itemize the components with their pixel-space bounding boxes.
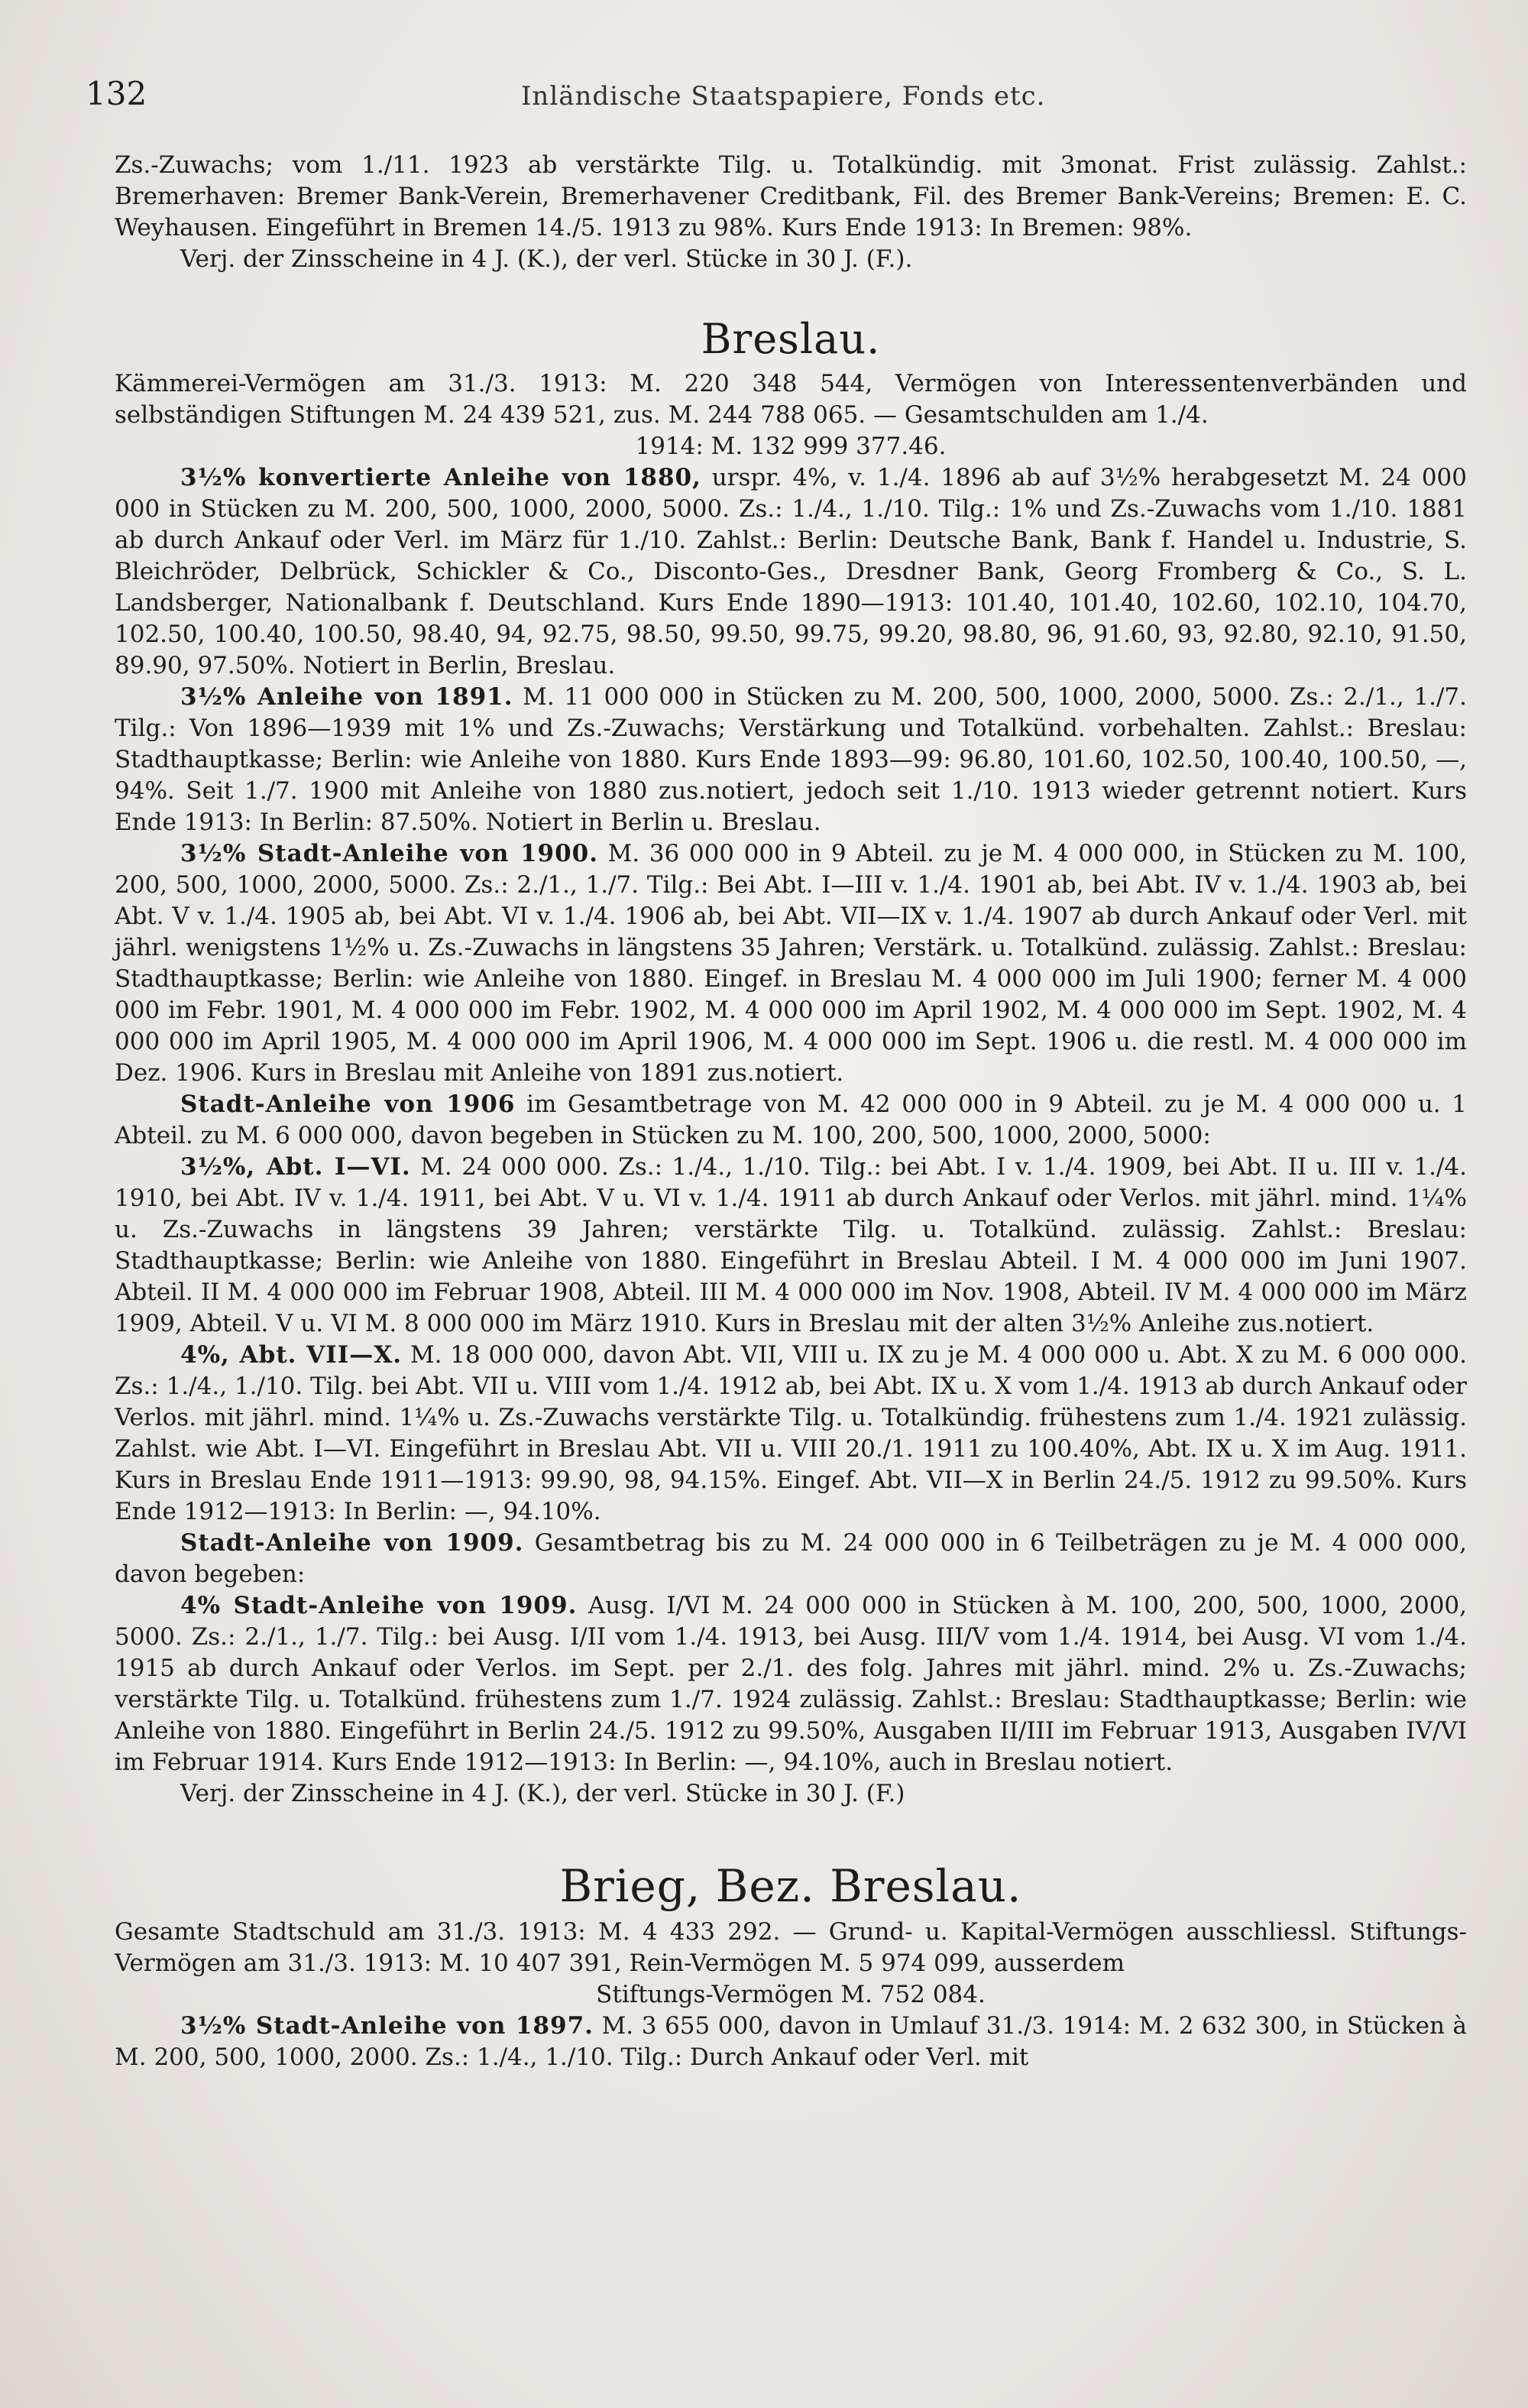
loan-1909-4pct-lead: 4% Stadt-Anleihe von 1909. (180, 1592, 578, 1619)
loan-entry-abt-i-vi (115, 1152, 1467, 1340)
loan-1900-lead: 3½% Stadt-Anleihe von 1900. (180, 840, 599, 867)
abt-i-vi-lead: 3½%, Abt. I—VI. (180, 1153, 411, 1181)
page-header (86, 75, 1461, 128)
loan-1891-lead: 3½% Anleihe von 1891. (180, 683, 513, 711)
section-title-brieg: Brieg, Bez. Breslau. (559, 1860, 1022, 1912)
loan-entry-1909-4pct (115, 1590, 1467, 1778)
loan-1891-text: M. 11 000 000 in Stücken zu M. 200, 500, 1000, 2000, 5000. Zs.: 2./1., 1./7. Tilg.: Von 1896—1939 mit 1% und Zs.-Zuwachs; Verstärkung und Totalkünd. vorbehalten. Zahlst.: Breslau: Stadthauptkasse; Berlin: wie Anleihe von 1880. Kurs Ende 1893—99: 96.80, 101.60, 102.50, 100.40, 100.50, —, 94%. Seit 1./7. 1900 mit Anleihe von 1880 zus.notiert, jedoch seit 1./10. 1913 wieder getrennt notiert. Kurs Ende 1913: In Berlin: 87.50%. Notiert in Berlin u. Breslau. (115, 683, 1467, 836)
loan-entry-brieg-1897 (115, 2011, 1467, 2073)
loan-1880-lead: 3½% konvertierte Anleihe von 1880, (180, 464, 701, 491)
loan-1906-text: im Gesamtbetrage von M. 42 000 000 in 9 Abteil. zu je M. 4 000 000 u. 1 Abteil. zu M. 6 000 000, davon begeben in Stücken zu M. 100, 200, 500, 1000, 2000, 5000: (115, 1091, 1468, 1149)
page-number: 132 (86, 75, 147, 112)
loan-1909-lead: Stadt-Anleihe von 1909. (180, 1529, 524, 1557)
running-head: Inländische Staatspapiere, Fonds etc. (521, 81, 1046, 112)
loan-entry-abt-vii-x (115, 1340, 1467, 1528)
breslau-summary: Kämmerei-Vermögen am 31./3. 1913: M. 220 348 544, Vermögen von Interessentenverbänden und selbständigen Stiftungen M. 24 439 521, zus. M. 244 788 065. — Gesamtschulden am 1./4. (115, 370, 1467, 429)
breslau-summary-2: 1914: M. 132 999 377.46. (635, 433, 947, 460)
page-body (115, 150, 1467, 2073)
brieg-1897-text: M. 3 655 000, davon in Umlauf 31./3. 1914: M. 2 632 300, in Stücken à M. 200, 500, 1000, 2000. Zs.: 1./4., 1./10. Tilg.: Durch Ankauf oder Verl. mit (115, 2012, 1467, 2071)
loan-entry-1906 (115, 1089, 1467, 1152)
loan-entry-1891 (115, 682, 1467, 838)
loan-1880-text: urspr. 4%, v. 1./4. 1896 ab auf 3½% herabgesetzt M. 24 000 000 in Stücken zu M. 200, 500, 1000, 2000, 5000. Zs.: 1./4., 1./10. Tilg.: 1% und Zs.-Zuwachs vom 1./10. 1881 ab durch Ankauf oder Verl. im März für 1./10. Zahlst.: Berlin: Deutsche Bank, Bank f. Handel u. Industrie, S. Bleichröder, Delbrück, Schickler & Co., Disconto-Ges., Dresdner Bank, Georg Fromberg & Co., S. L. Landsberger, Nationalbank f. Deutschland. Kurs Ende 1890—1913: 101.40, 101.40, 102.60, 102.10, 104.70, 102.50, 100.40, 100.50, 98.40, 94, 92.75, 98.50, 99.50, 99.75, 99.20, 98.80, 96, 91.60, 93, 92.80, 92.10, 91.50, 89.90, 97.50%. Notiert in Berlin, Breslau. (115, 464, 1467, 679)
abt-i-vi-text: M. 24 000 000. Zs.: 1./4., 1./10. Tilg.: bei Abt. I v. 1./4. 1909, bei Abt. II u. III v. 1./4. 1910, bei Abt. IV v. 1./4. 1911, bei Abt. V u. VI v. 1./4. 1911 ab durch Ankauf oder Verlos. mit jährl. mind. 1¼% u. Zs.-Zuwachs in längstens 39 Jahren; verstärkte Tilg. u. Totalkünd. zulässig. Zahlst.: Breslau: Stadthauptkasse; Berlin: wie Anleihe von 1880. Eingeführt in Breslau Abteil. I M. 4 000 000 im Juni 1907. Abteil. II M. 4 000 000 im Februar 1908, Abteil. III M. 4 000 000 im Nov. 1908, Abteil. IV M. 4 000 000 im März 1909, Abteil. V u. VI M. 8 000 000 im März 1910. Kurs in Breslau mit der alten 3½% Anleihe zus.notiert. (115, 1153, 1467, 1337)
brieg-1897-lead: 3½% Stadt-Anleihe von 1897. (180, 2012, 594, 2040)
loan-1909-text: Gesamtbetrag bis zu M. 24 000 000 in 6 Teilbeträgen zu je M. 4 000 000, davon begeben: (115, 1529, 1467, 1588)
intro-paragraph: Zs.-Zuwachs; vom 1./11. 1923 ab verstärkte Tilg. u. Totalkündig. mit 3monat. Frist zulässig. Zahlst.: Bremerhaven: Bremer Bank-Verein, Bremerhavener Creditbank, Fil. des Bremer Bank-Vereins; Bremen: E. C. Weyhausen. Eingeführt in Bremen 14./5. 1913 zu 98%. Kurs Ende 1913: In Bremen: 98%. (115, 151, 1467, 241)
intro-verjaehrung: Verj. der Zinsscheine in 4 J. (K.), der verl. Stücke in 30 J. (F.). (180, 245, 913, 273)
abt-vii-x-lead: 4%, Abt. VII—X. (180, 1341, 403, 1369)
loan-entry-1880 (115, 462, 1467, 682)
breslau-verjaehrung: Verj. der Zinsscheine in 4 J. (K.), der verl. Stücke in 30 J. (F.) (180, 1780, 905, 1807)
loan-1906-lead: Stadt-Anleihe von 1906 (180, 1091, 516, 1118)
loan-1900-text: M. 36 000 000 in 9 Abteil. zu je M. 4 000 000, in Stücken zu M. 100, 200, 500, 1000, 2000, 5000. Zs.: 2./1., 1./7. Tilg.: Bei Abt. I—III v. 1./4. 1901 ab, bei Abt. IV v. 1./4. 1903 ab, bei Abt. V v. 1./4. 1905 ab, bei Abt. VI v. 1./4. 1906 ab, bei Abt. VII—IX v. 1./4. 1907 ab durch Ankauf oder Verl. mit jährl. wenigstens 1½% u. Zs.-Zuwachs in längstens 35 Jahren; Verstärk. u. Totalkünd. zulässig. Zahlst.: Breslau: Stadthauptkasse; Berlin: wie Anleihe von 1880. Eingef. in Breslau M. 4 000 000 im Juli 1900; ferner M. 4 000 000 im Febr. 1901, M. 4 000 000 im Febr. 1902, M. 4 000 000 im April 1902, M. 4 000 000 im Sept. 1902, M. 4 000 000 im April 1905, M. 4 000 000 im April 1906, M. 4 000 000 im Sept. 1906 u. die restl. M. 4 000 000 im Dez. 1906. Kurs in Breslau mit Anleihe von 1891 zus.notiert. (115, 840, 1467, 1087)
loan-entry-1900 (115, 838, 1467, 1089)
section-title-breslau: Breslau. (701, 315, 881, 363)
abt-vii-x-text: M. 18 000 000, davon Abt. VII, VIII u. IX zu je M. 4 000 000 u. Abt. X zu M. 6 000 000. Zs.: 1./4., 1./10. Tilg. bei Abt. VII u. VIII vom 1./4. 1912 ab, bei Abt. IX u. X vom 1./4. 1913 ab durch Ankauf oder Verlos. mit jährl. mind. 1¼% u. Zs.-Zuwachs verstärkte Tilg. u. Totalkündig. frühestens zum 1./4. 1921 zulässig. Zahlst. wie Abt. I—VI. Eingeführt in Breslau Abt. VII u. VIII 20./1. 1911 zu 100.40%, Abt. IX u. X im Aug. 1911. Kurs in Breslau Ende 1911—1913: 99.90, 98, 94.15%. Eingef. Abt. VII—X in Berlin 24./5. 1912 zu 99.50%. Kurs Ende 1912—1913: In Berlin: —, 94.10%. (115, 1341, 1467, 1525)
brieg-summary-2: Stiftungs-Vermögen M. 752 084. (596, 1981, 986, 2008)
brieg-summary: Gesamte Stadtschuld am 31./3. 1913: M. 4 433 292. — Grund- u. Kapital-Vermögen ausschliessl. Stiftungs-Vermögen am 31./3. 1913: M. 10 407 391, Rein-Vermögen M. 5 974 099, ausserdem (115, 1918, 1467, 1977)
loan-entry-1909 (115, 1528, 1467, 1590)
loan-1909-4pct-text: Ausg. I/VI M. 24 000 000 in Stücken à M. 100, 200, 500, 1000, 2000, 5000. Zs.: 2./1., 1./7. Tilg.: bei Ausg. I/II vom 1./4. 1913, bei Ausg. III/V vom 1./4. 1914, bei Ausg. VI vom 1./4. 1915 ab durch Ankauf oder Verlos. im Sept. per 2./1. des folg. Jahres mit jährl. mind. 2% u. Zs.-Zuwachs; verstärkte Tilg. u. Totalkünd. frühestens zum 1./7. 1924 zulässig. Zahlst.: Breslau: Stadthauptkasse; Berlin: wie Anleihe von 1880. Eingeführt in Berlin 24./5. 1912 zu 99.50%, Ausgaben II/III im Februar 1913, Ausgaben IV/VI im Februar 1914. Kurs Ende 1912—1913: In Berlin: —, 94.10%, auch in Breslau notiert. (115, 1592, 1467, 1776)
